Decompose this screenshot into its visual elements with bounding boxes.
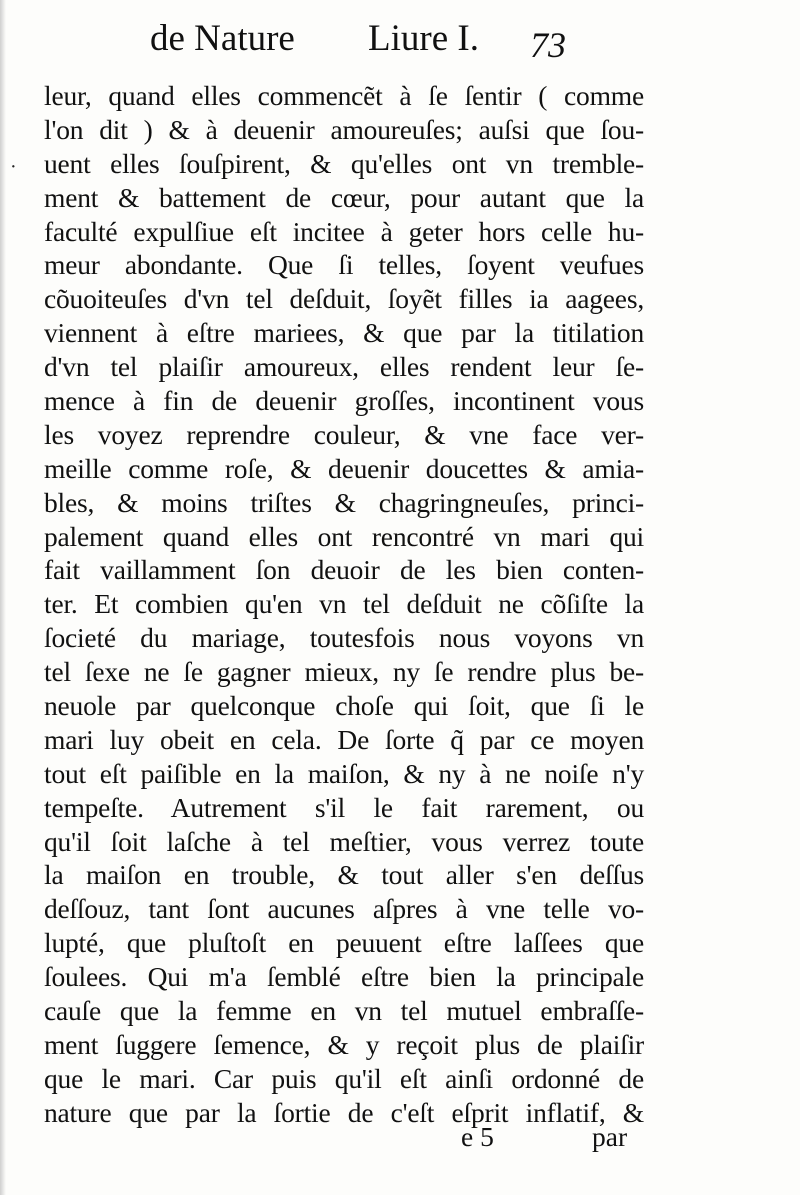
text-line: ter. Et combien qu'en vn tel deſduit ne cõſiſte la <box>44 588 644 620</box>
text-line: ſocieté du mariage, toutesfois nous voyons vn <box>44 622 644 654</box>
text-line: mari luy obeit en cela. De ſorte q̃ par ce moyen <box>44 723 644 755</box>
page-gutter <box>0 0 6 1195</box>
text-line: ment ſuggere ſemence, & y reçoit plus de plaiſir <box>44 1028 644 1060</box>
text-line: meur abondante. Que ſi telles, ſoyent veufues <box>44 249 644 281</box>
text-line: lupté, que pluſtoſt en peuuent eſtre laſſees que <box>44 927 644 959</box>
text-line: la maiſon en trouble, & tout aller s'en deſſus <box>44 859 644 891</box>
text-line: faculté expulſiue eſt incitee à geter hors celle hu- <box>44 215 644 247</box>
page-footer <box>44 1120 644 1154</box>
text-line: palement quand elles ont rencontré vn mari qui <box>44 520 644 552</box>
text-line: tel ſexe ne ſe gagner mieux, ny ſe rendre plus be- <box>44 656 644 688</box>
text-line: bles, & moins triſtes & chagringneuſes, princi- <box>44 486 644 518</box>
text-line: ſoulees. Qui m'a ſemblé eſtre bien la principale <box>44 961 644 993</box>
text-line: l'on dit ) & à deuenir amoureuſes; auſsi que ſou- <box>44 113 644 145</box>
text-line: viennent à eſtre mariees, & que par la titilation <box>44 317 644 349</box>
page-number: 73 <box>530 25 566 65</box>
margin-dot: · <box>10 156 17 178</box>
text-line: leur, quand elles commencẽt à ſe ſentir ( comme <box>44 80 644 111</box>
text-line: tempeſte. Autrement s'il le fait rarement, ou <box>44 791 644 823</box>
text-line: cauſe que la femme en vn tel mutuel embraſſe- <box>44 995 644 1027</box>
text-line: meille comme roſe, & deuenir doucettes & amia- <box>44 452 644 484</box>
text-line: deſſouz, tant ſont aucunes aſpres à vne telle vo- <box>44 893 644 925</box>
text-line: les voyez reprendre couleur, & vne face ver- <box>44 418 644 450</box>
text-line: d'vn tel plaiſir amoureux, elles rendent leur ſe- <box>44 351 644 383</box>
text-line: qu'il ſoit laſche à tel meſtier, vous verrez toute <box>44 825 644 857</box>
text-line: que le mari. Car puis qu'il eſt ainſi ordonné de <box>44 1062 644 1094</box>
text-line: neuole par quelconque choſe qui ſoit, que ſi le <box>44 690 644 722</box>
text-line: tout eſt paiſible en la maiſon, & ny à ne noiſe n'y <box>44 757 644 789</box>
text-line: cõuoiteuſes d'vn tel deſduit, ſoyẽt filles ia aagees, <box>44 283 644 315</box>
running-header <box>150 14 670 64</box>
text-line: fait vaillamment ſon deuoir de les bien conten- <box>44 554 644 586</box>
text-line: nature que par la ſortie de c'eſt eſprit inflatif, & <box>44 1096 644 1128</box>
text-line: uent elles ſouſpirent, & qu'elles ont vn tremble- <box>44 147 644 179</box>
header-section-title: de Nature <box>150 18 295 59</box>
catchword: par <box>592 1121 628 1152</box>
signature-mark: e 5 <box>461 1121 494 1152</box>
text-line: ment & battement de cœur, pour autant que la <box>44 181 644 213</box>
page-body-text <box>44 79 644 1130</box>
text-line: mence à fin de deuenir groſſes, incontinent vous <box>44 385 644 417</box>
header-book-label: Liure I. <box>368 18 479 59</box>
